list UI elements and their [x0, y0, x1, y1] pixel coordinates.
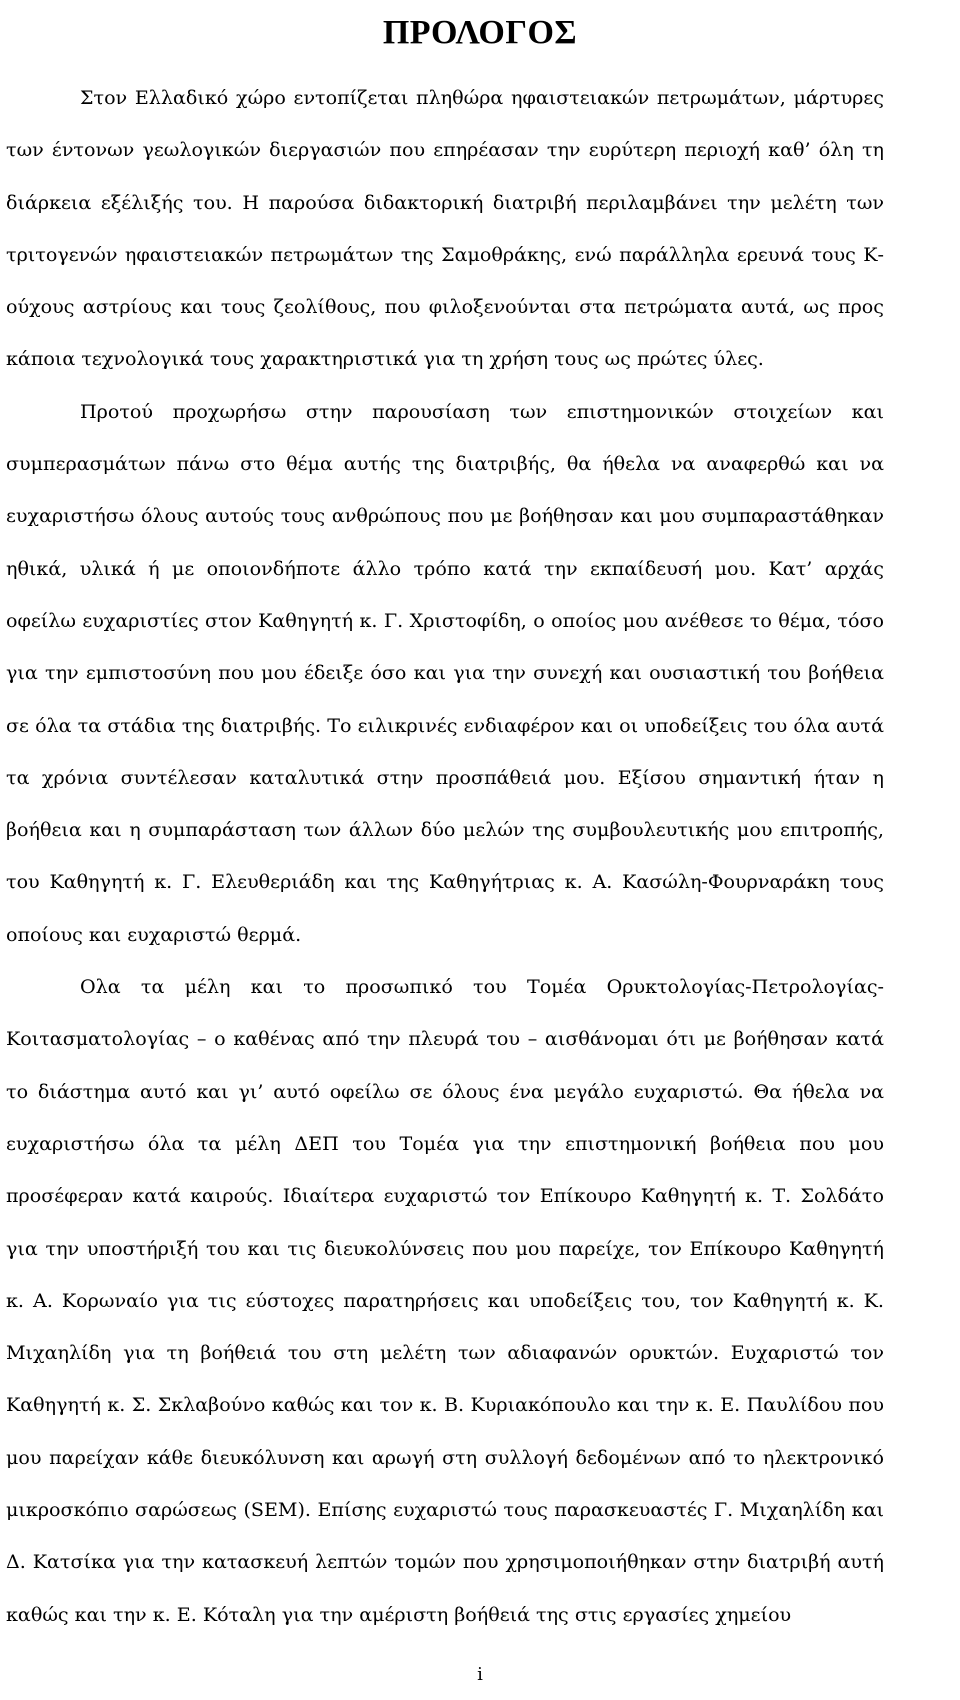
paragraph-acknowledgements-committee: Προτού προχωρήσω στην παρουσίαση των επιστημονικών στοιχείων και συμπερασμάτων πάνω στο θέμα αυτής της διατριβής, θα ήθελα να αναφερθώ και να ευχαριστήσω όλους αυτούς τους ανθρώπους που με βοήθησαν και μου συμπαραστάθηκαν ηθικά, υλικά ή με οποιονδήποτε άλλο τρόπο κατά την εκπαίδευσή μου. Κατ’ αρχάς οφείλω ευχαριστίες στον Καθηγητή κ. Γ. Χριστοφίδη, ο οποίος μου ανέθεσε το θέμα, τόσο για την εμπιστοσύνη που μου έδειξε όσο και για την συνεχή και ουσιαστική του βοήθεια σε όλα τα στάδια της διατριβής. Το ειλικρινές ενδιαφέρον και οι υποδείξεις του όλα αυτά τα χρόνια συντέλεσαν καταλυτικά στην προσπάθειά μου. Εξίσου σημαντική ήταν η βοήθεια και η συμπαράσταση των άλλων δύο μελών της συμβουλευτικής μου επιτροπής, του Καθηγητή κ. Γ. Ελευθεριάδη και της Καθηγήτριας κ. Α. Κασώλη-Φουρναράκη τους οποίους και ευχαριστώ θερμά. [6, 399, 884, 946]
paragraph-intro: Στον Ελλαδικό χώρο εντοπίζεται πληθώρα ηφαιστειακών πετρωμάτων, μάρτυρες των έντονων γεωλογικών διεργασιών που επηρέασαν την ευρύτερη περιοχή καθ’ όλη τη διάρκεια εξέλιξής του. Η παρούσα διδακτορική διατριβή περιλαμβάνει την μελέτη των τριτογενών ηφαιστειακών πετρωμάτων της Σαμοθράκης, ενώ παράλληλα ερευνά τους Κ-ούχους αστρίους και τους ζεολίθους, που φιλοξενούνται στα πετρώματα αυτά, ως προς κάποια τεχνολογικά τους χαρακτηριστικά για τη χρήση τους ως πρώτες ύλες. [6, 86, 884, 371]
document-body [6, 72, 884, 1641]
page-number: i [477, 1664, 483, 1685]
page-title: ΠΡΟΛΟΓΟΣ [382, 14, 578, 51]
paragraph-acknowledgements-department: Ολα τα μέλη και το προσωπικό του Τομέα Ορυκτολογίας-Πετρολογίας-Κοιτασματολογίας – ο καθένας από την πλευρά του – αισθάνομαι ότι με βοήθησαν κατά το διάστημα αυτό και γι’ αυτό οφείλω σε όλους ένα μεγάλο ευχαριστώ. Θα ήθελα να ευχαριστήσω όλα τα μέλη ΔΕΠ του Τομέα για την επιστημονική βοήθεια που μου προσέφεραν κατά καιρούς. Ιδιαίτερα ευχαριστώ τον Επίκουρο Καθηγητή κ. Τ. Σολδάτο για την υποστήριξή του και τις διευκολύνσεις που μου παρείχε, τον Επίκουρο Καθηγητή κ. Α. Κορωναίο για τις εύστοχες παρατηρήσεις και υποδείξεις του, τον Καθηγητή κ. Κ. Μιχαηλίδη για τη βοήθειά του στη μελέτη των αδιαφανών ορυκτών. Ευχαριστώ τον Καθηγητή κ. Σ. Σκλαβούνο καθώς και τον κ. Β. Κυριακόπουλο και την κ. Ε. Παυλίδου που μου παρείχαν κάθε διευκόλυνση και αρωγή στη συλλογή δεδομένων από το ηλεκτρονικό μικροσκόπιο σαρώσεως (SEM). Επίσης ευχαριστώ τους παρασκευαστές Γ. Μιχαηλίδη και Δ. Κατσίκα για την κατασκευή λεπτών τομών που χρησιμοποιήθηκαν στην διατριβή αυτή καθώς και την κ. Ε. Κόταλη για την αμέριστη βοήθειά της στις εργασίες χημείου [6, 975, 884, 1626]
